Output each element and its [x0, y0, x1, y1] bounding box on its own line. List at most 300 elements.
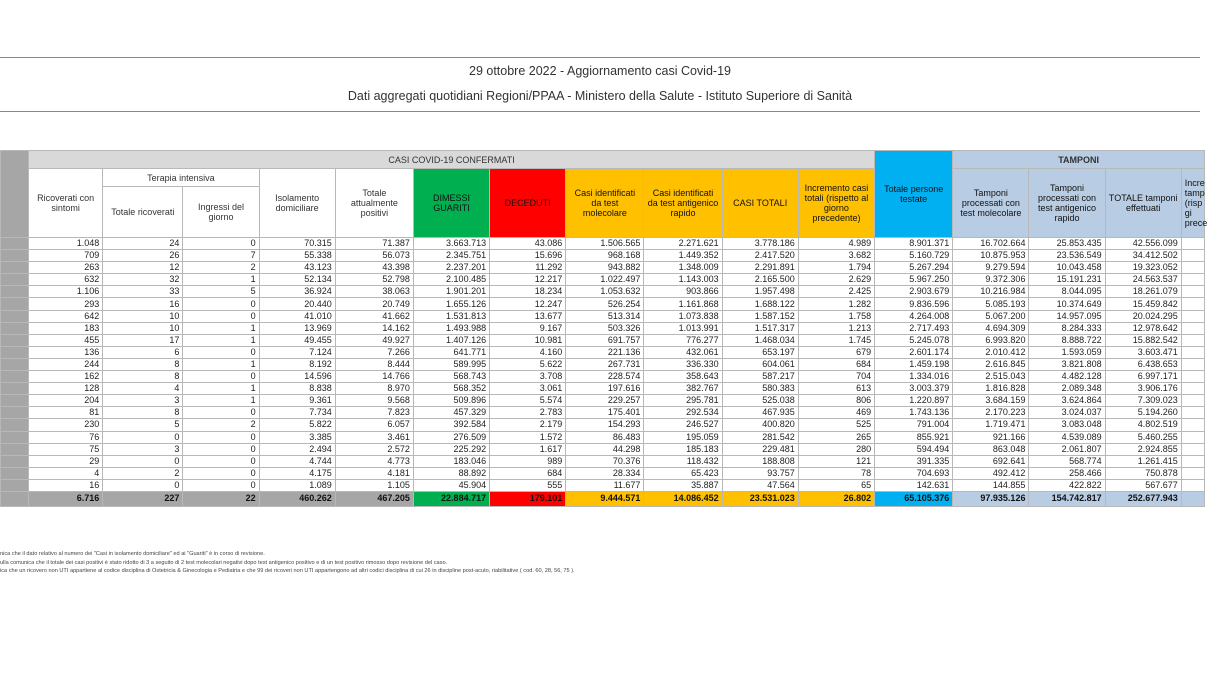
- table-cell: 2.089.348: [1029, 383, 1105, 395]
- table-cell: 1.957.498: [722, 286, 798, 298]
- table-cell: 229.481: [722, 443, 798, 455]
- table-cell: 3.083.048: [1029, 419, 1105, 431]
- region-cell: [1, 238, 29, 250]
- table-cell: 7.823: [335, 407, 413, 419]
- table-cell: 6.993.820: [953, 334, 1029, 346]
- table-cell: 580.383: [722, 383, 798, 395]
- table-cell: 183: [29, 322, 103, 334]
- table-cell: 1: [183, 395, 259, 407]
- table-cell: 2.417.520: [722, 250, 798, 262]
- table-cell: 641.771: [413, 346, 489, 358]
- table-cell: 14.957.095: [1029, 310, 1105, 322]
- table-row: [1, 419, 1205, 431]
- table-cell: 12: [103, 262, 183, 274]
- table-cell: 509.896: [413, 395, 489, 407]
- table-cell: [1181, 358, 1204, 370]
- table-cell: [1181, 262, 1204, 274]
- table-cell: 9.361: [259, 395, 335, 407]
- table-cell: 525: [798, 419, 874, 431]
- table-cell: 3.385: [259, 431, 335, 443]
- table-cell: 492.412: [953, 467, 1029, 479]
- table-cell: 10.875.953: [953, 250, 1029, 262]
- table-cell: 1.449.352: [644, 250, 722, 262]
- table-cell: 336.330: [644, 358, 722, 370]
- table-cell: 1.106: [29, 286, 103, 298]
- table-cell: 32: [103, 274, 183, 286]
- table-cell: 0: [103, 431, 183, 443]
- table-cell: 1.073.838: [644, 310, 722, 322]
- table-cell: 4: [29, 467, 103, 479]
- table-cell: 704: [798, 371, 874, 383]
- table-cell: 1.048: [29, 238, 103, 250]
- table-cell: 244: [29, 358, 103, 370]
- table-cell: 185.183: [644, 443, 722, 455]
- table-row: [1, 262, 1205, 274]
- table-cell: 0: [183, 298, 259, 310]
- table-cell: 1.493.988: [413, 322, 489, 334]
- table-cell: 12.247: [490, 298, 566, 310]
- table-cell: 11.677: [566, 479, 644, 491]
- table-cell: 16: [103, 298, 183, 310]
- table-cell: 1.334.016: [875, 371, 953, 383]
- table-cell: 265: [798, 431, 874, 443]
- col-casi-antigenico: Casi identificati da test antigenico rapido: [644, 169, 722, 238]
- region-cell: [1, 491, 29, 506]
- table-cell: 43.123: [259, 262, 335, 274]
- table-cell: 3.682: [798, 250, 874, 262]
- col-casi-totali: CASI TOTALI: [722, 169, 798, 238]
- table-cell: [1181, 286, 1204, 298]
- table-cell: 1.459.198: [875, 358, 953, 370]
- table-cell: [1181, 238, 1204, 250]
- table-cell: 1.572: [490, 431, 566, 443]
- table-cell: 2.165.500: [722, 274, 798, 286]
- table-cell: 6.057: [335, 419, 413, 431]
- table-cell: 45.904: [413, 479, 489, 491]
- table-cell: [1181, 491, 1204, 506]
- table-cell: 2.100.485: [413, 274, 489, 286]
- table-cell: 1.587.152: [722, 310, 798, 322]
- table-row: [1, 238, 1205, 250]
- table-row: [1, 443, 1205, 455]
- table-cell: 4.181: [335, 467, 413, 479]
- table-cell: 653.197: [722, 346, 798, 358]
- table-cell: 7.309.023: [1105, 395, 1181, 407]
- table-cell: 26.802: [798, 491, 874, 506]
- table-cell: 1.261.415: [1105, 455, 1181, 467]
- table-cell: 750.878: [1105, 467, 1181, 479]
- table-cell: 10.981: [490, 334, 566, 346]
- table-cell: 154.742.817: [1029, 491, 1105, 506]
- table-cell: 7.266: [335, 346, 413, 358]
- table-cell: [1181, 419, 1204, 431]
- table-cell: [1181, 455, 1204, 467]
- footnote: nica che il dato relativo al numero dei "Casi in isolamento domiciliare" ed ai "Guariti" è in corso di revisione.: [0, 551, 265, 557]
- table-cell: 228.574: [566, 371, 644, 383]
- table-cell: 791.004: [875, 419, 953, 431]
- table-cell: 56.073: [335, 250, 413, 262]
- table-cell: 24.563.537: [1105, 274, 1181, 286]
- table-cell: 42.556.099: [1105, 238, 1181, 250]
- table-row: [1, 286, 1205, 298]
- table-cell: 22.884.717: [413, 491, 489, 506]
- table-cell: 16.702.664: [953, 238, 1029, 250]
- table-cell: 35.887: [644, 479, 722, 491]
- table-cell: 295.781: [644, 395, 722, 407]
- table-cell: 9.836.596: [875, 298, 953, 310]
- table-cell: 267.731: [566, 358, 644, 370]
- table-cell: 513.314: [566, 310, 644, 322]
- table-cell: 1.105: [335, 479, 413, 491]
- table-cell: 400.820: [722, 419, 798, 431]
- table-cell: [1181, 371, 1204, 383]
- table-row: [1, 310, 1205, 322]
- table-cell: 227: [103, 491, 183, 506]
- table-cell: 2.616.845: [953, 358, 1029, 370]
- table-cell: 1.593.059: [1029, 346, 1105, 358]
- table-cell: 20.440: [259, 298, 335, 310]
- table-cell: 691.757: [566, 334, 644, 346]
- table-cell: 6.997.171: [1105, 371, 1181, 383]
- table-cell: 684: [798, 358, 874, 370]
- table-cell: 81: [29, 407, 103, 419]
- table-cell: 1: [183, 358, 259, 370]
- table-cell: 13.969: [259, 322, 335, 334]
- table-cell: 3.461: [335, 431, 413, 443]
- table-cell: 3.663.713: [413, 238, 489, 250]
- table-cell: 47.564: [722, 479, 798, 491]
- page-subtitle: Dati aggregati quotidiani Regioni/PPAA - Ministero della Salute - Istituto Superiore di Sanità: [347, 89, 853, 103]
- table-cell: [1181, 467, 1204, 479]
- table-cell: 8.044.095: [1029, 286, 1105, 298]
- table-cell: 2.903.679: [875, 286, 953, 298]
- table-cell: 197.616: [566, 383, 644, 395]
- table-cell: 3.061: [490, 383, 566, 395]
- table-cell: 1.013.991: [644, 322, 722, 334]
- table-cell: 2.291.891: [722, 262, 798, 274]
- table-cell: 258.466: [1029, 467, 1105, 479]
- table-cell: 292.534: [644, 407, 722, 419]
- table-cell: 0: [183, 431, 259, 443]
- table-cell: 2.345.751: [413, 250, 489, 262]
- footnote: ulla comunica che il totale dei casi positivi è stato ridotto di 3 a seguito di 2 test molecolari negativi dopo test antigenico positivo e di un test positivo rimosso dopo revisione del caso.: [0, 559, 448, 566]
- table-cell: 1.688.122: [722, 298, 798, 310]
- region-cell: [1, 262, 29, 274]
- table-cell: 65.105.376: [875, 491, 953, 506]
- col-casi-molecolare: Casi identificati da test molecolare: [566, 169, 644, 238]
- table-cell: 154.293: [566, 419, 644, 431]
- table-cell: 604.061: [722, 358, 798, 370]
- table-cell: 9.568: [335, 395, 413, 407]
- table-cell: 5.460.255: [1105, 431, 1181, 443]
- table-cell: 6.716: [29, 491, 103, 506]
- table-row: [1, 334, 1205, 346]
- table-cell: 5: [183, 286, 259, 298]
- table-cell: 1.053.632: [566, 286, 644, 298]
- col-totale-tamponi: TOTALE tamponi effettuati: [1105, 169, 1181, 238]
- table-cell: 3: [103, 395, 183, 407]
- table-cell: 0: [183, 310, 259, 322]
- table-cell: 1.719.471: [953, 419, 1029, 431]
- table-cell: 15.882.542: [1105, 334, 1181, 346]
- table-row: [1, 431, 1205, 443]
- table-cell: 1.407.126: [413, 334, 489, 346]
- table-cell: 3.624.864: [1029, 395, 1105, 407]
- table-cell: 221.136: [566, 346, 644, 358]
- table-cell: 567.677: [1105, 479, 1181, 491]
- region-cell: [1, 346, 29, 358]
- confirmed-cases-group: CASI COVID-19 CONFERMATI: [29, 151, 875, 169]
- table-cell: 457.329: [413, 407, 489, 419]
- table-cell: 1.348.009: [644, 262, 722, 274]
- region-cell: [1, 419, 29, 431]
- table-cell: 52.798: [335, 274, 413, 286]
- table-cell: 10: [103, 310, 183, 322]
- table-cell: [1181, 334, 1204, 346]
- table-cell: 17: [103, 334, 183, 346]
- table-cell: 3.778.186: [722, 238, 798, 250]
- table-row: [1, 274, 1205, 286]
- table-cell: 0: [183, 467, 259, 479]
- table-cell: 3.603.471: [1105, 346, 1181, 358]
- table-cell: 19.323.052: [1105, 262, 1181, 274]
- table-cell: 26: [103, 250, 183, 262]
- table-cell: 8.888.722: [1029, 334, 1105, 346]
- region-cell: [1, 274, 29, 286]
- region-cell: [1, 479, 29, 491]
- table-cell: 3.906.176: [1105, 383, 1181, 395]
- col-isolamento: Isolamento domiciliare: [259, 169, 335, 238]
- table-cell: 76: [29, 431, 103, 443]
- table-cell: 225.292: [413, 443, 489, 455]
- table-cell: 162: [29, 371, 103, 383]
- col-dimessi-guariti: DIMESSI GUARITI: [413, 169, 489, 238]
- region-cell: [1, 310, 29, 322]
- region-cell: [1, 431, 29, 443]
- table-cell: 9.167: [490, 322, 566, 334]
- col-incremento-tamponi: Incre tamp (risp gi prece: [1181, 169, 1204, 238]
- table-cell: 1: [183, 334, 259, 346]
- table-cell: 5.822: [259, 419, 335, 431]
- table-cell: 2.010.412: [953, 346, 1029, 358]
- table-row: [1, 371, 1205, 383]
- table-row: [1, 479, 1205, 491]
- table-cell: 2.601.174: [875, 346, 953, 358]
- table-cell: 38.063: [335, 286, 413, 298]
- table-cell: 229.257: [566, 395, 644, 407]
- region-cell: [1, 334, 29, 346]
- table-cell: 2.425: [798, 286, 874, 298]
- table-cell: 455: [29, 334, 103, 346]
- table-cell: 903.866: [644, 286, 722, 298]
- table-cell: 989: [490, 455, 566, 467]
- page-title: 29 ottobre 2022 - Aggiornamento casi Covid-19: [469, 64, 731, 78]
- table-cell: [1181, 250, 1204, 262]
- region-cell: [1, 467, 29, 479]
- table-cell: 6.438.653: [1105, 358, 1181, 370]
- table-cell: 10.043.458: [1029, 262, 1105, 274]
- table-cell: 0: [183, 443, 259, 455]
- table-cell: 382.767: [644, 383, 722, 395]
- table-cell: 392.584: [413, 419, 489, 431]
- table-cell: 4.694.309: [953, 322, 1029, 334]
- region-cell: [1, 395, 29, 407]
- table-cell: 3.003.379: [875, 383, 953, 395]
- table-cell: 526.254: [566, 298, 644, 310]
- table-cell: 3.821.808: [1029, 358, 1105, 370]
- table-cell: 183.046: [413, 455, 489, 467]
- table-cell: 469: [798, 407, 874, 419]
- table-cell: 1.758: [798, 310, 874, 322]
- table-cell: 14.596: [259, 371, 335, 383]
- table-row: [1, 250, 1205, 262]
- table-cell: [1181, 310, 1204, 322]
- table-cell: 14.162: [335, 322, 413, 334]
- table-row: [1, 322, 1205, 334]
- table-cell: 15.696: [490, 250, 566, 262]
- table-cell: 1.220.897: [875, 395, 953, 407]
- table-cell: 1.282: [798, 298, 874, 310]
- table-cell: [1181, 479, 1204, 491]
- table-cell: 14.086.452: [644, 491, 722, 506]
- icu-group: Terapia intensiva: [103, 169, 259, 187]
- table-cell: 358.643: [644, 371, 722, 383]
- table-cell: 8.970: [335, 383, 413, 395]
- table-cell: 70.315: [259, 238, 335, 250]
- table-cell: 43.398: [335, 262, 413, 274]
- table-cell: 18.234: [490, 286, 566, 298]
- col-ricoverati: Ricoverati con sintomi: [29, 169, 103, 238]
- table-cell: 252.677.943: [1105, 491, 1181, 506]
- table-cell: 2.170.223: [953, 407, 1029, 419]
- table-cell: 71.387: [335, 238, 413, 250]
- table-cell: 188.808: [722, 455, 798, 467]
- table-cell: 15.191.231: [1029, 274, 1105, 286]
- table-cell: 692.641: [953, 455, 1029, 467]
- table-cell: 293: [29, 298, 103, 310]
- table-cell: 75: [29, 443, 103, 455]
- table-cell: 7.734: [259, 407, 335, 419]
- table-cell: 968.168: [566, 250, 644, 262]
- col-incremento-casi: Incremento casi totali (rispetto al giorno precedente): [798, 169, 874, 238]
- table-cell: 93.757: [722, 467, 798, 479]
- table-cell: 8: [103, 407, 183, 419]
- table-cell: 1.816.828: [953, 383, 1029, 395]
- table-cell: 204: [29, 395, 103, 407]
- table-cell: 0: [183, 455, 259, 467]
- table-cell: 1.745: [798, 334, 874, 346]
- table-cell: [1181, 346, 1204, 358]
- region-cell: [1, 358, 29, 370]
- table-cell: 642: [29, 310, 103, 322]
- table-cell: 49.455: [259, 334, 335, 346]
- table-cell: 70.376: [566, 455, 644, 467]
- table-cell: 432.061: [644, 346, 722, 358]
- table-cell: 43.086: [490, 238, 566, 250]
- table-cell: [1181, 322, 1204, 334]
- table-cell: 2.271.621: [644, 238, 722, 250]
- col-tamponi-molecolare: Tamponi processati con test molecolare: [953, 169, 1029, 238]
- table-cell: 28.334: [566, 467, 644, 479]
- covid-data-table: [0, 150, 1205, 507]
- table-row: [1, 467, 1205, 479]
- table-cell: 776.277: [644, 334, 722, 346]
- table-cell: 8.901.371: [875, 238, 953, 250]
- table-cell: [1181, 395, 1204, 407]
- table-cell: 13.677: [490, 310, 566, 322]
- table-cell: 1: [183, 322, 259, 334]
- table-row: [1, 358, 1205, 370]
- table-cell: 1.143.003: [644, 274, 722, 286]
- table-cell: 8.444: [335, 358, 413, 370]
- table-cell: 78: [798, 467, 874, 479]
- table-cell: 9.444.571: [566, 491, 644, 506]
- table-cell: 0: [183, 238, 259, 250]
- table-cell: 8.192: [259, 358, 335, 370]
- table-cell: 1.506.565: [566, 238, 644, 250]
- table-cell: 704.693: [875, 467, 953, 479]
- table-cell: 10: [103, 322, 183, 334]
- table-row: [1, 395, 1205, 407]
- table-cell: 2.179: [490, 419, 566, 431]
- table-cell: 679: [798, 346, 874, 358]
- table-cell: 568.743: [413, 371, 489, 383]
- table-cell: 589.995: [413, 358, 489, 370]
- table-cell: 5.085.193: [953, 298, 1029, 310]
- table-cell: 863.048: [953, 443, 1029, 455]
- table-cell: 2: [183, 262, 259, 274]
- table-cell: 7.124: [259, 346, 335, 358]
- table-cell: 8: [103, 371, 183, 383]
- region-cell: [1, 455, 29, 467]
- table-cell: 503.326: [566, 322, 644, 334]
- table-cell: 1.022.497: [566, 274, 644, 286]
- table-cell: 594.494: [875, 443, 953, 455]
- table-cell: 4.802.519: [1105, 419, 1181, 431]
- table-cell: 24: [103, 238, 183, 250]
- region-cell: [1, 286, 29, 298]
- region-header-cell: [1, 151, 29, 238]
- table-cell: 5.967.250: [875, 274, 953, 286]
- table-cell: 684: [490, 467, 566, 479]
- table-cell: 5.194.260: [1105, 407, 1181, 419]
- table-cell: 613: [798, 383, 874, 395]
- table-cell: 246.527: [644, 419, 722, 431]
- table-cell: 281.542: [722, 431, 798, 443]
- region-cell: [1, 383, 29, 395]
- table-cell: 1.794: [798, 262, 874, 274]
- table-cell: 1.901.201: [413, 286, 489, 298]
- table-cell: 7: [183, 250, 259, 262]
- table-cell: 4.264.008: [875, 310, 953, 322]
- table-cell: 587.217: [722, 371, 798, 383]
- table-cell: 3.708: [490, 371, 566, 383]
- table-cell: 18.261.079: [1105, 286, 1181, 298]
- table-cell: 467.205: [335, 491, 413, 506]
- table-cell: [1181, 383, 1204, 395]
- table-cell: 4.989: [798, 238, 874, 250]
- table-cell: 15.459.842: [1105, 298, 1181, 310]
- table-cell: 9.279.594: [953, 262, 1029, 274]
- table-cell: 36.924: [259, 286, 335, 298]
- table-cell: 6: [103, 346, 183, 358]
- table-cell: 121: [798, 455, 874, 467]
- col-tamponi-antigenico: Tamponi processati con test antigenico rapido: [1029, 169, 1105, 238]
- table-cell: 5.160.729: [875, 250, 953, 262]
- table-cell: [1181, 298, 1204, 310]
- table-cell: 8: [103, 358, 183, 370]
- table-cell: 943.882: [566, 262, 644, 274]
